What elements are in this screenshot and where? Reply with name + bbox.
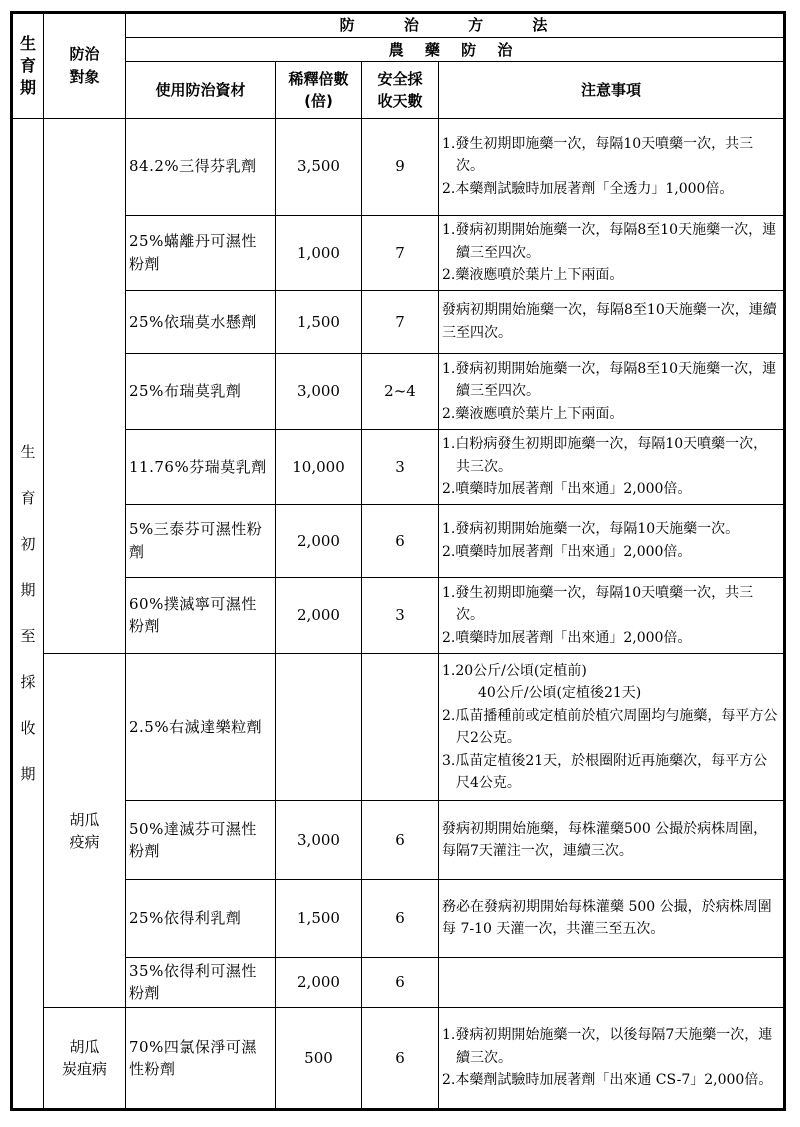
material-cell: 70%四氯保淨可濕性粉劑 xyxy=(126,1008,276,1109)
col-dilution-line: (倍) xyxy=(304,92,333,111)
note-item: 2.瓜苗播種前或定植前於植穴周圍均勻施藥，每平方公尺2公克。 xyxy=(442,707,778,747)
stage-char: 收 xyxy=(20,719,36,738)
pesticide-table xyxy=(12,13,784,1109)
note-item: 3.瓜苗定植後21天，於根圈附近再施藥次，每平方公尺4公克。 xyxy=(442,752,768,792)
dilution-cell: 1,500 xyxy=(276,880,362,958)
stage-char: 採 xyxy=(20,673,36,692)
note-text: 務必在發病初期開始每株灌藥 500 公撮，於病株周圍每 7-10 天灌一次，共灌三至五次。 xyxy=(442,898,772,938)
note-text: 發病初期開始施藥，每株灌藥500 公撮於病株周圍，每隔7天灌注一次，連續三次。 xyxy=(442,820,768,860)
safe-days-cell xyxy=(362,654,439,801)
target-cell xyxy=(44,654,126,1008)
note-item: 1.發生初期即施藥一次，每隔10天噴藥一次，共三次。 xyxy=(442,135,754,175)
dilution-cell: 3,000 xyxy=(276,353,362,430)
notes-cell xyxy=(439,957,784,1007)
notes-cell xyxy=(439,353,784,430)
pesticide-title: 農 藥 防 治 xyxy=(126,38,784,62)
material-cell: 84.2%三得芬乳劑 xyxy=(126,118,276,215)
note-item: 2.本藥劑試驗時加展著劑「全透力」1,000倍。 xyxy=(442,180,734,197)
col-safe-days-header xyxy=(362,62,439,118)
note-item xyxy=(442,660,780,705)
stage-char: 期 xyxy=(20,581,36,600)
safe-days-cell: 7 xyxy=(362,291,439,354)
stage-header-char: 生 xyxy=(19,33,36,53)
note-item: 2.本藥劑試驗時加展著劑「出來通 CS-7」2,000倍。 xyxy=(442,1072,773,1089)
safe-days-cell: 9 xyxy=(362,118,439,215)
pesticide-table-page xyxy=(10,11,786,1111)
note-item: 1.白粉病發生初期即施藥一次，每隔10天噴藥一次，共三次。 xyxy=(442,436,768,475)
notes-cell xyxy=(439,430,784,505)
material-cell: 25%依得利乳劑 xyxy=(126,880,276,958)
col-dilution-line: 稀釋倍數 xyxy=(288,69,349,88)
methods-title: 防 治 方 法 xyxy=(126,14,784,38)
dilution-cell: 3,000 xyxy=(276,801,362,880)
material-cell: 11.76%芬瑞莫乳劑 xyxy=(126,430,276,505)
target-cell xyxy=(44,1008,126,1109)
material-cell: 50%達滅芬可濕性粉劑 xyxy=(126,801,276,880)
material-cell: 25%依瑞莫水懸劑 xyxy=(126,291,276,354)
notes-cell xyxy=(439,654,784,801)
stage-char: 育 xyxy=(20,489,36,508)
stage-char: 初 xyxy=(20,535,36,554)
dilution-cell: 500 xyxy=(276,1008,362,1109)
material-cell: 2.5%右滅達樂粒劑 xyxy=(126,654,276,801)
note-text: 發病初期開始施藥一次，每隔8至10天施藥一次，連續三至四次。 xyxy=(442,302,777,341)
notes-cell xyxy=(439,118,784,215)
target-header xyxy=(44,14,126,119)
safe-days-cell: 6 xyxy=(362,880,439,958)
target-line: 疫病 xyxy=(69,832,100,851)
col-dilution-header xyxy=(276,62,362,118)
material-cell: 25%蟎離丹可濕性粉劑 xyxy=(126,215,276,291)
notes-cell xyxy=(439,801,784,880)
note-item: 2.噴藥時加展著劑「出來通」2,000倍。 xyxy=(442,543,692,560)
target-line: 炭疽病 xyxy=(61,1060,107,1079)
col-safe-days-line: 收天數 xyxy=(377,92,423,111)
stage-header-char: 育 xyxy=(19,55,36,75)
dilution-cell: 1,000 xyxy=(276,215,362,291)
notes-cell xyxy=(439,504,784,577)
dilution-cell: 2,000 xyxy=(276,957,362,1007)
col-notes-header: 注意事項 xyxy=(439,62,784,118)
safe-days-cell: 6 xyxy=(362,1008,439,1109)
note-item: 1.發病初期開始施藥一次，以後每隔7天施藥一次，連續三次。 xyxy=(442,1027,773,1066)
target-header-line: 防治 xyxy=(69,45,100,64)
note-item: 1.發病初期開始施藥一次，每隔8至10天施藥一次，連續三至四次。 xyxy=(442,222,777,261)
dilution-cell: 10,000 xyxy=(276,430,362,505)
safe-days-cell: 2~4 xyxy=(362,353,439,430)
note-subline: 40公斤/公頃(定植後21天) xyxy=(478,685,642,702)
stage-cell xyxy=(13,118,44,1108)
notes-cell xyxy=(439,215,784,291)
target-cell xyxy=(44,118,126,653)
col-material-header: 使用防治資材 xyxy=(126,62,276,118)
safe-days-cell: 6 xyxy=(362,801,439,880)
dilution-cell: 2,000 xyxy=(276,577,362,654)
dilution-cell: 3,500 xyxy=(276,118,362,215)
safe-days-cell: 3 xyxy=(362,430,439,505)
target-line: 胡瓜 xyxy=(69,1038,100,1057)
material-cell: 5%三泰芬可濕性粉劑 xyxy=(126,504,276,577)
note-item: 2.藥液應噴於葉片上下兩面。 xyxy=(442,267,624,284)
material-cell: 60%撲滅寧可濕性粉劑 xyxy=(126,577,276,654)
note-line: 1.20公斤/公頃(定植前) xyxy=(442,662,587,679)
stage-header-char: 期 xyxy=(19,77,36,97)
note-item: 2.藥液應噴於葉片上下兩面。 xyxy=(442,405,624,422)
stage-header xyxy=(13,14,44,119)
note-item: 1.發生初期即施藥一次，每隔10天噴藥一次，共三次。 xyxy=(442,584,754,624)
target-header-line: 對象 xyxy=(69,67,100,86)
note-item: 1.發病初期開始施藥一次，每隔8至10天施藥一次，連續三至四次。 xyxy=(442,360,777,400)
stage-char: 生 xyxy=(20,443,36,462)
stage-char: 期 xyxy=(20,765,36,784)
note-item: 2.噴藥時加展著劑「出來通」2,000倍。 xyxy=(442,629,692,646)
note-item: 2.噴藥時加展著劑「出來通」2,000倍。 xyxy=(442,481,692,498)
note-item: 1.發病初期開始施藥一次，每隔10天施藥一次。 xyxy=(442,521,740,538)
notes-cell xyxy=(439,291,784,354)
safe-days-cell: 7 xyxy=(362,215,439,291)
stage-char: 至 xyxy=(20,627,36,646)
dilution-cell: 2,000 xyxy=(276,504,362,577)
notes-cell xyxy=(439,1008,784,1109)
dilution-cell xyxy=(276,654,362,801)
notes-cell xyxy=(439,880,784,958)
safe-days-cell: 6 xyxy=(362,504,439,577)
col-safe-days-line: 安全採 xyxy=(377,69,423,88)
dilution-cell: 1,500 xyxy=(276,291,362,354)
safe-days-cell: 6 xyxy=(362,957,439,1007)
material-cell: 35%依得利可濕性粉劑 xyxy=(126,957,276,1007)
safe-days-cell: 3 xyxy=(362,577,439,654)
material-cell: 25%布瑞莫乳劑 xyxy=(126,353,276,430)
target-line: 胡瓜 xyxy=(69,810,100,829)
notes-cell xyxy=(439,577,784,654)
